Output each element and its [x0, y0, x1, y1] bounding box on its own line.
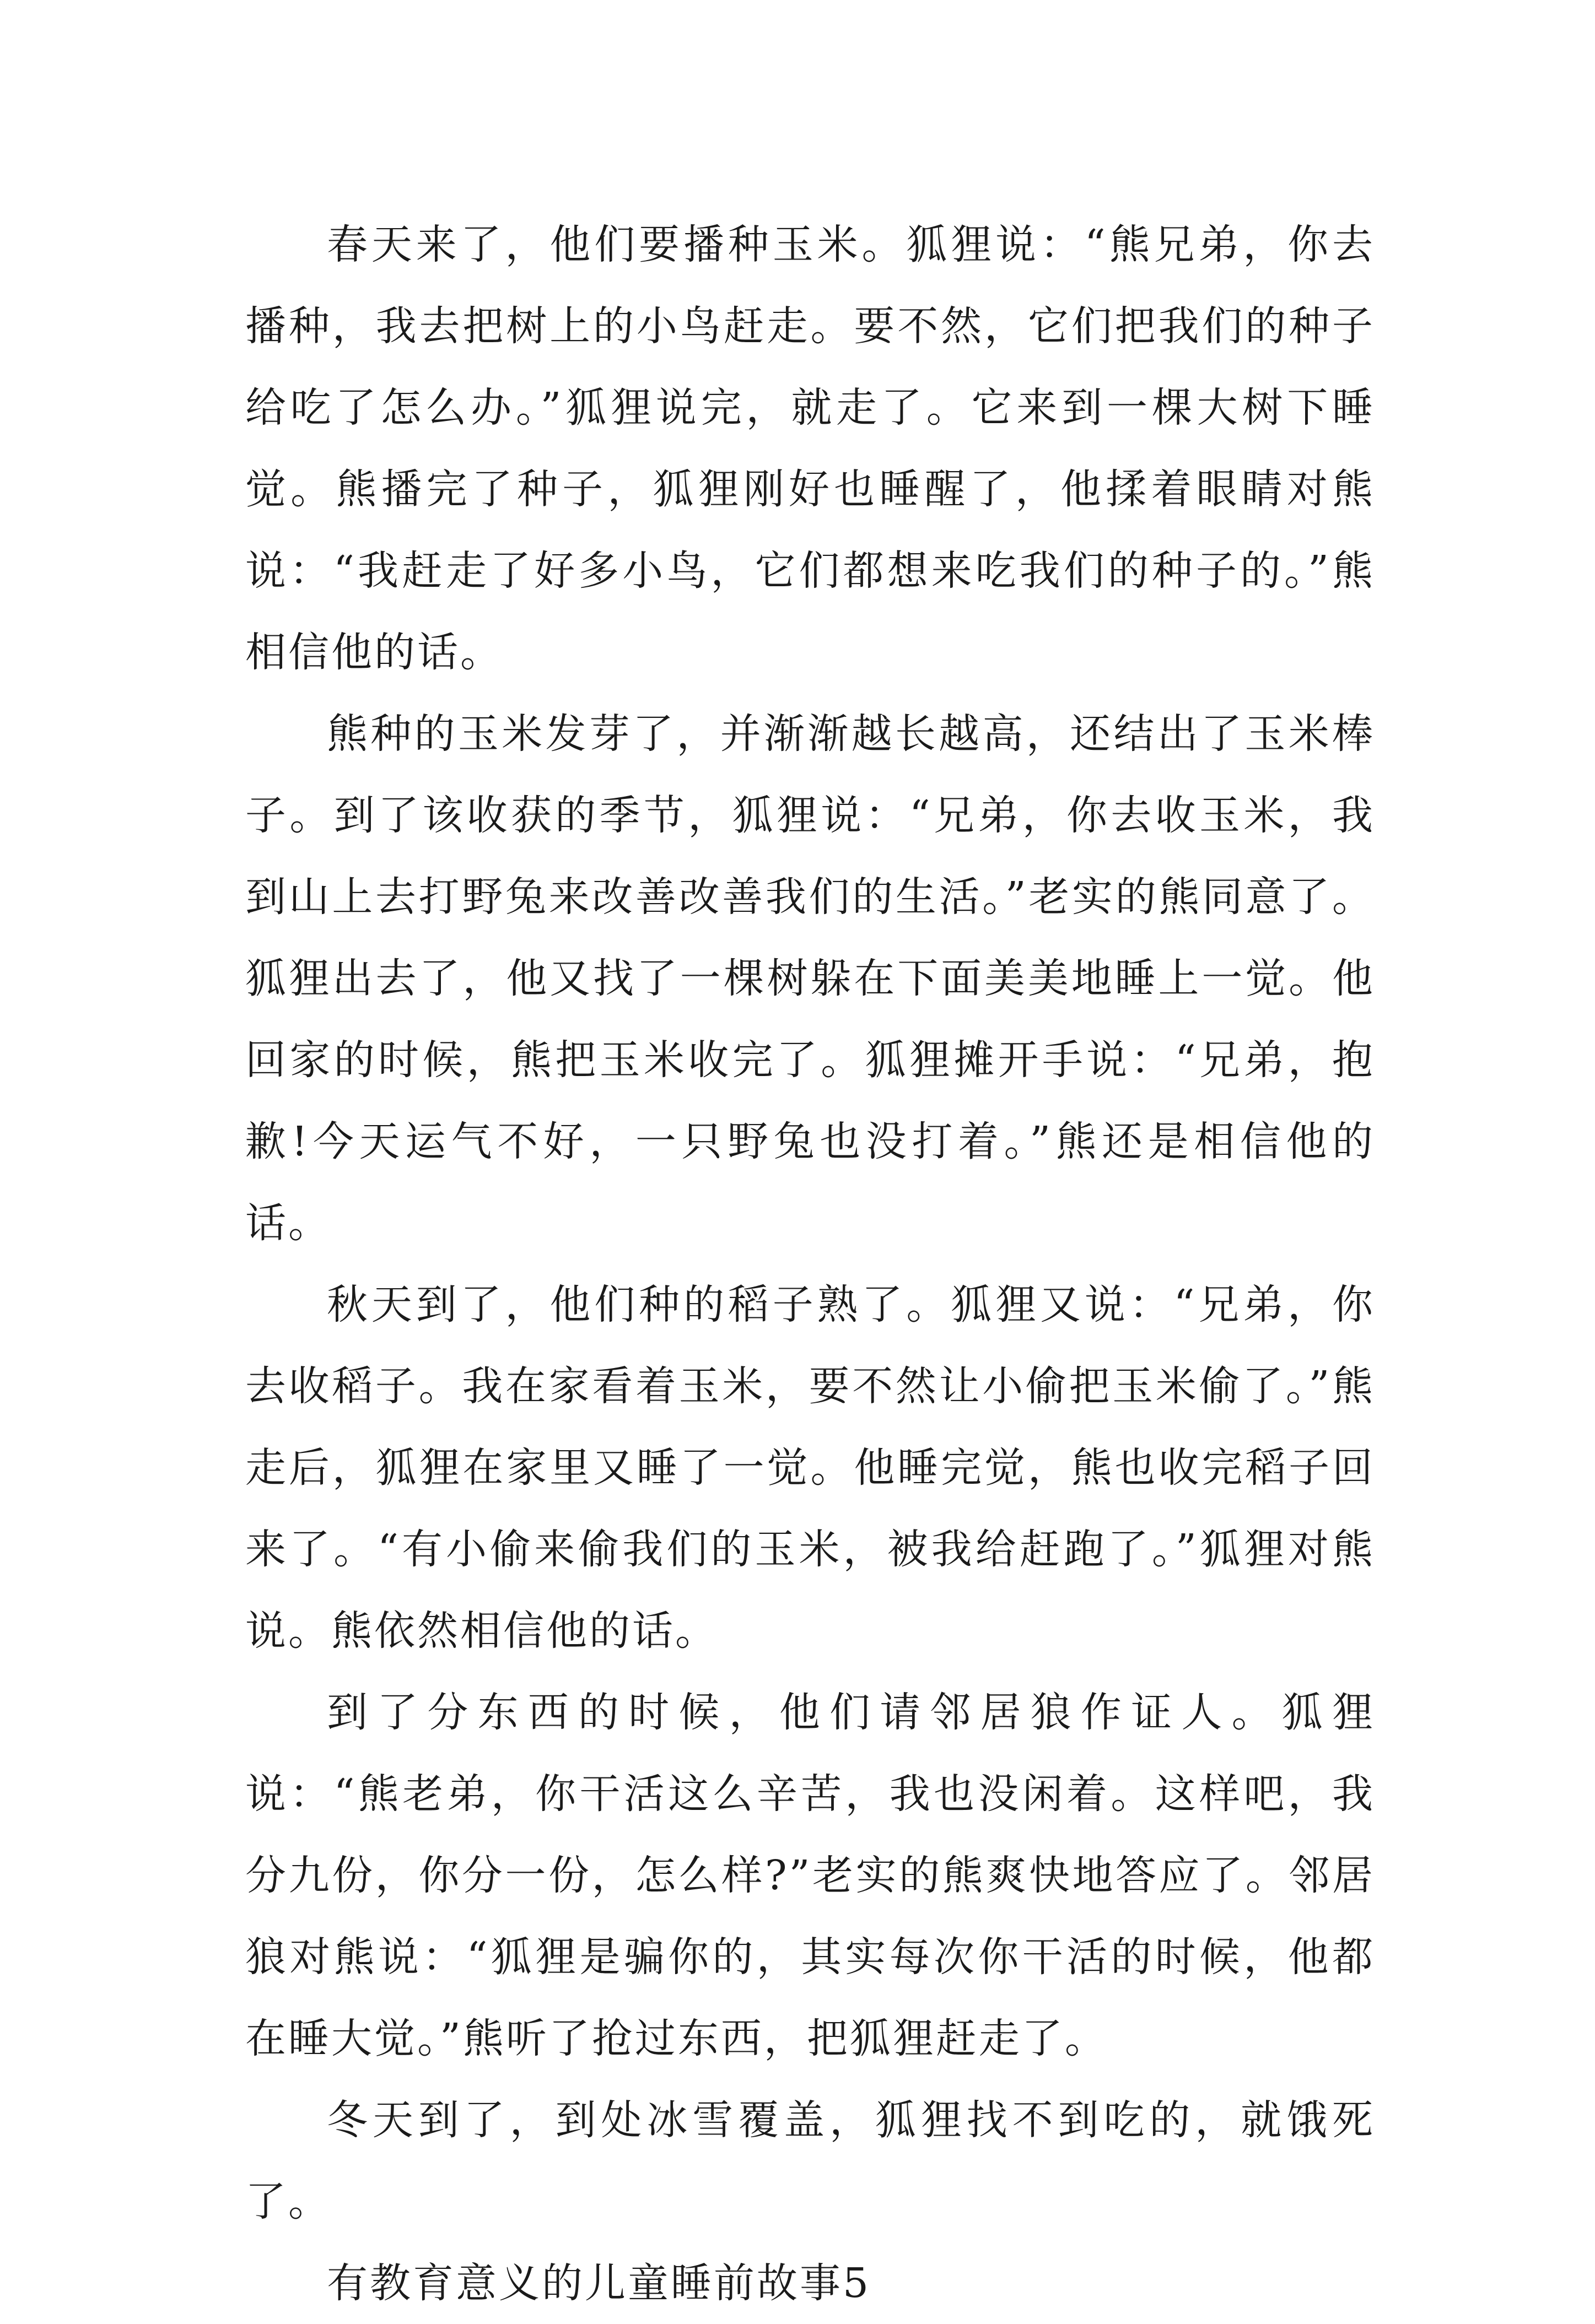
paragraph-corn-harvest: 熊种的玉米发芽了，并渐渐越长越高，还结出了玉米棒子。到了该收获的季节，狐狸说：“兄弟，你去收玉米，我到山上去打野兔来改善改善我们的生活。”老实的熊同意了。狐狸出去了，他又找了一棵树躲在下面美美地睡上一觉。他回家的时候，熊把玉米收完了。狐狸摊开手说：“兄弟，抱歉!今天运气不好，一只野兔也没打着。”熊还是相信他的话。: [245, 710, 1375, 1247]
paragraph-autumn: 秋天到了，他们种的稻子熟了。狐狸又说：“兄弟，你去收稻子。我在家看着玉米，要不然让小偷把玉米偷了。”熊走后，狐狸在家里又睡了一觉。他睡完觉，熊也收完稻子回来了。“有小偷来偷我们的玉米，被我给赶跑了。”狐狸对熊说。熊依然相信他的话。: [245, 1281, 1375, 1655]
paragraph-spring: 春天来了，他们要播种玉米。狐狸说：“熊兄弟，你去播种，我去把树上的小鸟赶走。要不然，它们把我们的种子给吃了怎么办。”狐狸说完，就走了。它来到一棵大树下睡觉。熊播完了种子，狐狸刚好也睡醒了，他揉着眼睛对熊说：“我赶走了好多小鸟，它们都想来吃我们的种子的。”熊相信他的话。: [245, 221, 1375, 676]
story-body: [245, 204, 1375, 2324]
paragraph-winter: 冬天到了，到处冰雪覆盖，狐狸找不到吃的，就饿死了。: [245, 2096, 1375, 2225]
next-story-title: 有教育意义的儿童睡前故事5: [327, 2260, 871, 2307]
paragraph-dividing: 到了分东西的时候，他们请邻居狼作证人。狐狸说：“熊老弟，你干活这么辛苦，我也没闲着。这样吧，我分九份，你分一份，怎么样?”老实的熊爽快地答应了。邻居狼对熊说：“狐狸是骗你的，其实每次你干活的时候，他都在睡大觉。”熊听了抢过东西，把狐狸赶走了。: [245, 1689, 1375, 2062]
